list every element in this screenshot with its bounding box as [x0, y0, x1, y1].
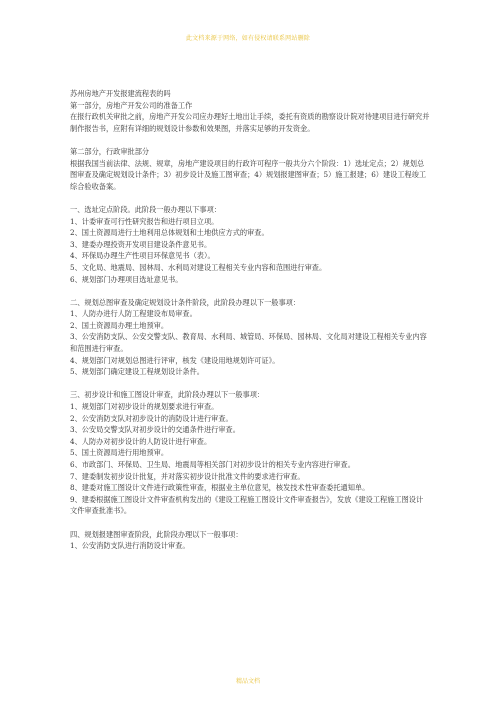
list-item: 4、环保局办理生产性项目环保意见书（表）。	[70, 251, 215, 261]
paragraph-gap	[70, 285, 430, 297]
list-item: 4、人防办对初步设计的人防设计进行审查。	[70, 436, 212, 446]
list-item: 5、规划部门确定建设工程规划设计条件。	[70, 367, 204, 377]
list-item: 5、国土资源局进行用地预审。	[70, 448, 169, 458]
part2-heading: 第二部分，行政审批部分	[70, 146, 150, 156]
section3-heading: 三、初步设计和施工图设计审查，此阶段办理以下一般事项：	[70, 390, 265, 400]
section2-heading: 二、规划总图审查及确定规划设计条件阶段，此阶段办理以下一般事项：	[70, 297, 301, 307]
document-body	[70, 88, 430, 552]
list-item: 6、市政部门、环保局、卫生局、地震局等相关部门对初步设计的相关专业内容进行审查。	[70, 460, 355, 469]
paragraph-gap	[70, 378, 430, 390]
paragraph-gap	[70, 517, 430, 529]
list-item: 4、规划部门对规划总图进行评审，核发《建设用地规划许可证》。	[70, 355, 280, 365]
list-item: 1、人防办进行人防工程建设布局审查。	[70, 309, 197, 319]
list-item: 3、建委办理投资开发项目建设条件意见书。	[70, 239, 212, 249]
paragraph-gap	[70, 134, 430, 146]
list-item: 6、规划部门办理项目选址意见书。	[70, 274, 183, 284]
list-item: 3、公安消防支队、公安交警支队、教育局、水利局、城管局、环保局、园林局、文化局对建设工程相关专业内容和范围进行审查。	[70, 332, 427, 354]
list-item: 2、公安消防支队对初步设计的消防设计进行审查。	[70, 413, 233, 423]
header-watermark: 此文档来源于网络，如有侵权请联系网站删除	[185, 35, 310, 42]
paragraph-gap	[70, 192, 430, 204]
list-item: 1、计委审查可行性研究报告和进行项目立项。	[70, 216, 219, 226]
list-item: 9、建委根据施工图设计文件审查机构发出的《建设工程施工图设计文件审查报告》，发放《建设工程施工图设计文件审查批准书》。	[70, 494, 424, 516]
list-item: 1、规划部门对初步设计的规划要求进行审查。	[70, 402, 219, 412]
list-item: 7、建委制发初步设计批复，并对落实初步设计批准文件的要求进行审查。	[70, 471, 305, 481]
footer-watermark: 精品文档	[235, 678, 260, 685]
list-item: 2、国土资源局进行土地利用总体规划和土地供应方式的审查。	[70, 228, 269, 238]
document-title: 苏州房地产开发报建流程表的吗	[70, 89, 171, 98]
part2-body: 根据我国当前法律、法规、规章，房地产建设项目的行政许可程序一般共分六个阶段：1）选址定点；2）规划总图审查及确定规划设计条件；3）初步设计及施工图审查；4）规划报建图审查；5）施工报建；6）建设工程竣工综合验收备案。	[70, 158, 427, 191]
list-item: 5、文化局、地震局、园林局、水利局对建设工程相关专业内容和范围进行审查。	[70, 262, 327, 272]
part1-heading: 第一部分，房地产开发公司的准备工作	[70, 100, 193, 110]
list-item: 1、公安消防支队进行消防设计审查。	[70, 541, 190, 551]
list-item: 8、建委对施工图设计文件进行政策性审查，根据业主单位意见，核发技术性审查委托通知单。	[70, 483, 370, 493]
section4-heading: 四、规划报建图审查阶段，此阶段办理以下一般事项：	[70, 529, 243, 539]
section1-heading: 一、选址定点阶段。此阶段一般办理以下事项：	[70, 204, 221, 214]
list-item: 2、国土资源局办理土地预审。	[70, 320, 169, 330]
part1-body: 在报行政机关审批之前，房地产开发公司应办理好土地出让手续，委托有资质的勘察设计院对待建项目进行研究并制作报告书，应附有详细的规划设计参数和效果图，并落实足够的开发资金。	[70, 112, 430, 133]
list-item: 3、公安局交警支队对初步设计的交通条件进行审查。	[70, 425, 240, 435]
